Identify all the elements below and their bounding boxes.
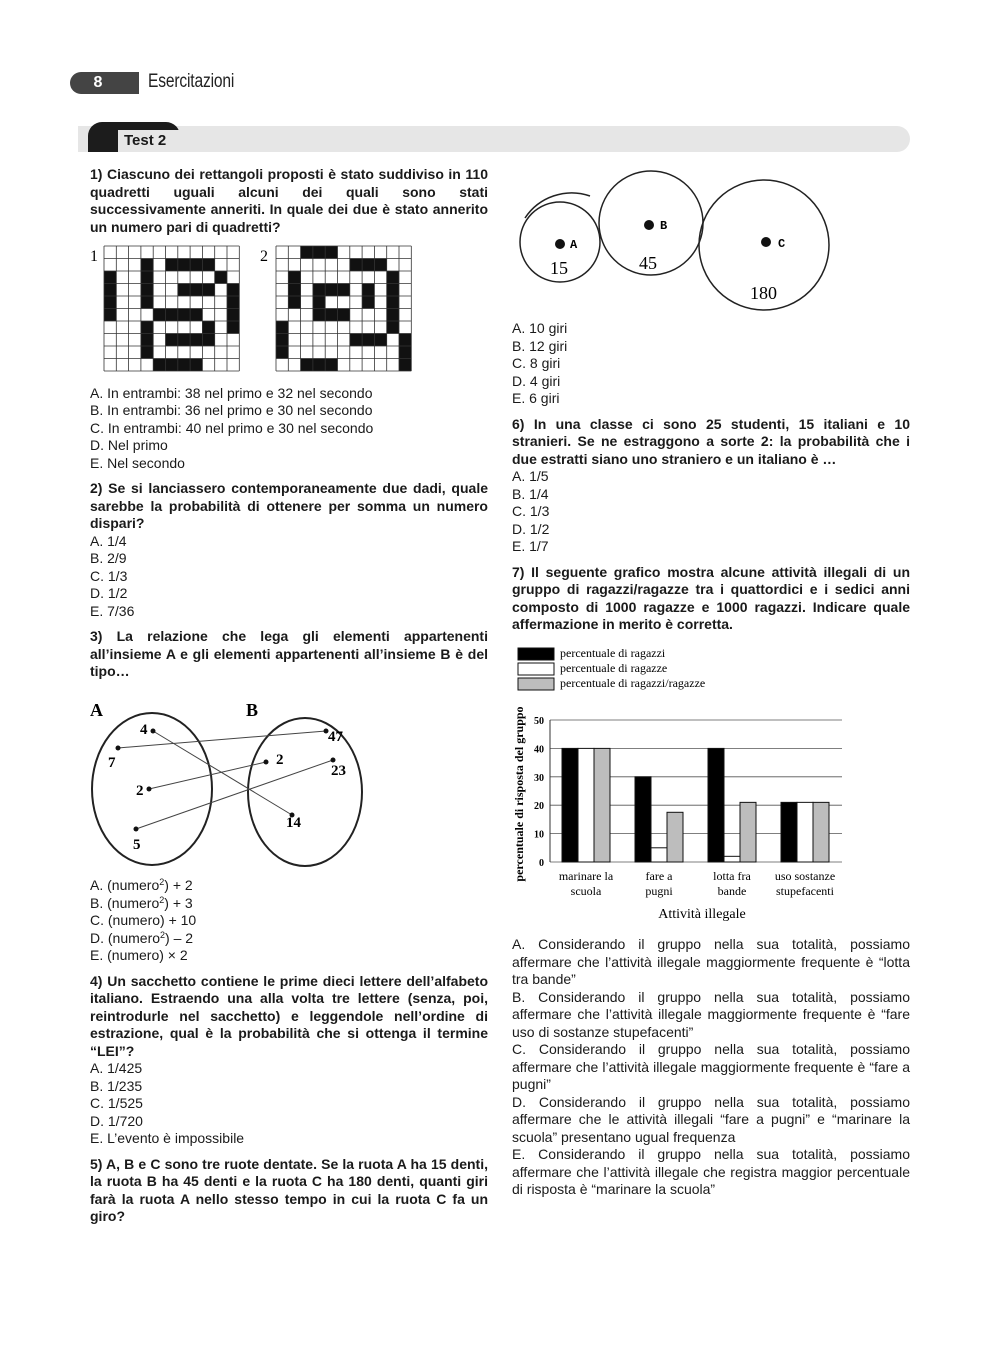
grid-cell-filled xyxy=(166,259,178,272)
legend-swatch xyxy=(518,678,554,690)
grid-cell-filled xyxy=(338,284,350,297)
grid-cell-filled xyxy=(190,284,202,297)
bar xyxy=(740,802,756,862)
q4-options xyxy=(90,1060,488,1148)
q7-option-e: E. Considerando il gruppo nella sua totalità, possiamo affermare che l’attività illegale che registra maggior percentuale di risposta è “marinare la scuola” xyxy=(512,1146,910,1197)
question-5: 5) A, B e C sono tre ruote dentate. Se la ruota A ha 15 denti, la ruota B ha 45 denti e la ruota C ha 180 denti, quanti giri farà la ruota A nello stesso tempo in cui la ruota C fa un giro? xyxy=(90,1155,488,1224)
grid-cell-filled xyxy=(153,309,165,322)
test-title-band xyxy=(78,126,910,152)
q6-option-b: B. 1/4 xyxy=(512,485,549,502)
q4-option-d: D. 1/720 xyxy=(90,1112,143,1129)
grid-cell-filled xyxy=(313,284,325,297)
q1-option-c: C. In entrambi: 40 nel primo e 30 nel secondo xyxy=(90,419,374,436)
legend-label: percentuale di ragazze xyxy=(560,660,668,675)
wheel-c-letter: C xyxy=(778,237,786,251)
bar xyxy=(781,802,797,862)
b-item-23: 23 xyxy=(331,762,346,779)
grid-cell-filled xyxy=(166,334,178,347)
q3-option-a: A. (numero$^2$) + 2 xyxy=(90,877,193,893)
q5-option-e: E. 6 giri xyxy=(512,390,560,406)
y-tick-label: 10 xyxy=(534,829,544,841)
legend-label: percentuale di ragazzi/ragazze xyxy=(560,675,706,690)
grid-cell-filled xyxy=(104,271,116,284)
grid-1-label: 1 xyxy=(90,248,98,265)
q7-options xyxy=(512,936,910,1199)
grid-cell-filled xyxy=(288,296,300,309)
grid-cell-filled xyxy=(362,284,374,297)
grid-cell-filled xyxy=(313,246,325,259)
grid-cell-filled xyxy=(178,259,190,272)
q2-option-e: E. 7/36 xyxy=(90,602,135,619)
q2-options xyxy=(90,533,488,621)
y-tick-label: 20 xyxy=(534,800,544,812)
set-b-label: B xyxy=(246,699,259,720)
set-b-ellipse xyxy=(248,718,362,866)
grid-cell-filled xyxy=(374,334,386,347)
grid-cell-filled xyxy=(141,284,153,297)
wheel-a-letter: A xyxy=(570,238,578,252)
grid-cell-filled xyxy=(350,334,362,347)
grid-cell-filled xyxy=(387,271,399,284)
a-item-2: 2 xyxy=(136,782,144,799)
point-5 xyxy=(134,826,139,831)
grid-cell-filled xyxy=(227,284,239,297)
legend-swatch xyxy=(518,663,554,675)
grid-cell-filled xyxy=(325,309,337,322)
grid-cell-filled xyxy=(190,309,202,322)
q5-options xyxy=(512,320,910,408)
point-2-a xyxy=(147,786,152,791)
grid-cell-filled xyxy=(141,321,153,334)
grid-cell-filled xyxy=(178,309,190,322)
grid-cell-filled xyxy=(202,259,214,272)
grid-cell-filled xyxy=(215,271,227,284)
grid-cell-filled xyxy=(350,259,362,272)
grid-cell-filled xyxy=(227,309,239,322)
grid-cell-filled xyxy=(227,321,239,334)
grid-cell-filled xyxy=(227,296,239,309)
b-item-14: 14 xyxy=(286,814,301,831)
grid-cell-filled xyxy=(276,346,288,359)
grid-cell-filled xyxy=(166,309,178,322)
x-tick-label: uso sostanze stupefacenti xyxy=(774,868,836,898)
set-a-ellipse xyxy=(92,713,212,865)
grid-cell-filled xyxy=(325,246,337,259)
grid-cell-filled xyxy=(141,259,153,272)
bar xyxy=(578,748,594,862)
grid-cell-filled xyxy=(178,359,190,372)
grid-cell-filled xyxy=(141,346,153,359)
grid-cell-filled xyxy=(325,359,337,372)
grid-cell-filled xyxy=(153,359,165,372)
q7-option-b: B. Considerando il gruppo nella sua totalità, possiamo affermare che l’attività illegale maggiormente frequente è “fare uso di sostanze stupefacenti” xyxy=(512,988,910,1040)
grid-cell-filled xyxy=(141,334,153,347)
question-7: 7) Il seguente grafico mostra alcune attività illegali di un gruppo di ragazzi/ragazze tra i quattordici e i sedici anni composto di 1000 ragazze e 1000 ragazzi. Indicare quale affermazione in merito è corretta. xyxy=(512,563,910,632)
grid-cell-filled xyxy=(301,359,313,372)
point-23 xyxy=(331,757,336,762)
question-3: 3) La relazione che lega gli elementi appartenenti all’insieme A e gli elementi appartenenti all’insieme B è del tipo… xyxy=(90,628,488,679)
grid-cell-filled xyxy=(399,346,411,359)
q6-option-c: C. 1/3 xyxy=(512,503,550,519)
q7-option-c: C. Considerando il gruppo nella sua totalità, possiamo affermare che l’attività illegale maggiormente frequente è “fare a pugni” xyxy=(512,1041,910,1092)
q5-option-d: D. 4 giri xyxy=(512,372,561,389)
arrow-7-47 xyxy=(118,731,326,748)
legend-label: percentuale di ragazzi xyxy=(560,645,666,660)
grid-cell-filled xyxy=(190,359,202,372)
grid-cell-filled xyxy=(104,284,116,297)
bar xyxy=(724,856,740,862)
y-axis-label: percentuale di risposta del gruppo xyxy=(512,705,526,882)
grid-cell-filled xyxy=(374,259,386,272)
q5-gears-svg xyxy=(512,170,842,316)
question-6: 6) In una classe ci sono 25 studenti, 15 italiani e 10 stranieri. Se ne estraggono a sorte 2: la probabilità che i due estratti siano uno straniero e un italiano è … xyxy=(512,415,910,467)
grid-cell-filled xyxy=(104,296,116,309)
grid-cell-filled xyxy=(141,296,153,309)
b-item-47: 47 xyxy=(328,728,343,745)
q2-option-b: B. 2/9 xyxy=(90,550,127,566)
grid-cell-filled xyxy=(288,271,300,284)
point-2-b xyxy=(264,759,269,764)
q5-option-b: B. 12 giri xyxy=(512,337,568,354)
legend-swatch xyxy=(518,648,554,660)
bar xyxy=(651,847,667,861)
q7-option-a: A. Considerando il gruppo nella sua totalità, possiamo affermare che l’attività illegale maggiormente frequente è “lotta tra bande” xyxy=(512,936,910,987)
set-a-label: A xyxy=(90,699,103,720)
grid-cell-filled xyxy=(313,309,325,322)
point-4 xyxy=(151,728,156,733)
q3-option-e: E. (numero) × 2 xyxy=(90,947,188,963)
x-tick-label: fare a pugni xyxy=(645,868,673,898)
q6-option-e: E. 1/7 xyxy=(512,538,549,554)
a-item-5: 5 xyxy=(133,836,141,853)
q1-option-a: A. In entrambi: 38 nel primo e 32 nel secondo xyxy=(90,384,373,401)
x-tick-label: marinare la scuola xyxy=(558,868,614,898)
grid-cell-filled xyxy=(362,334,374,347)
wheel-c-teeth: 180 xyxy=(750,283,777,303)
q5-gears-figure xyxy=(512,170,842,321)
a-item-4: 4 xyxy=(140,721,148,738)
wheel-b-center xyxy=(644,220,654,230)
grid-cell-filled xyxy=(387,296,399,309)
grid-cell-filled xyxy=(399,359,411,372)
set-points xyxy=(116,728,336,831)
y-tick-label: 0 xyxy=(539,857,544,869)
q6-option-a: A. 1/5 xyxy=(512,468,549,484)
grid-cell-filled xyxy=(313,296,325,309)
grid-cell-filled xyxy=(313,359,325,372)
grid-cell-filled xyxy=(190,334,202,347)
q1-grids-figure xyxy=(90,244,488,379)
grid-cell-filled xyxy=(276,334,288,347)
grid-2 xyxy=(276,246,411,371)
y-tick-label: 40 xyxy=(534,743,544,755)
q2-option-c: C. 1/3 xyxy=(90,567,128,584)
grid-cell-filled xyxy=(288,284,300,297)
q3-sets-figure xyxy=(90,689,488,872)
grid-cell-filled xyxy=(166,359,178,372)
grid-cell-filled xyxy=(301,246,313,259)
q1-options xyxy=(90,385,488,473)
grid-cell-filled xyxy=(387,309,399,322)
grid-1 xyxy=(104,246,239,371)
grid-cell-filled xyxy=(202,321,214,334)
q4-option-a: A. 1/425 xyxy=(90,1060,143,1076)
wheel-b-teeth: 45 xyxy=(639,253,657,273)
y-tick-label: 50 xyxy=(534,715,544,727)
q3-option-c: C. (numero) + 10 xyxy=(90,912,197,928)
arrow-5-23 xyxy=(136,760,333,829)
q6-option-d: D. 1/2 xyxy=(512,520,550,537)
q7-option-d: D. Considerando il gruppo nella sua totalità, possiamo affermare che le attività illegali “fare a pugni” e “marinare la scuola” presentano ugual frequenza xyxy=(512,1093,910,1145)
section-title: Esercitazioni xyxy=(148,71,235,92)
grid-2-label: 2 xyxy=(260,248,268,265)
question-4: 4) Un sacchetto contiene le prime dieci lettere dell’alfabeto italiano. Estraendo una alla volta tre lettere (senza, poi, reintrodurle nel sacchetto) e leggendole nell’ordine di estrazione, qual è la probabilità che si ottenga il termine “LEI”? xyxy=(90,972,488,1059)
q5-option-c: C. 8 giri xyxy=(512,355,561,371)
q1-option-e: E. Nel secondo xyxy=(90,454,185,471)
page-number: 8 xyxy=(93,74,103,91)
wheel-b-letter: B xyxy=(660,219,668,233)
q1-option-d: D. Nel primo xyxy=(90,437,168,453)
grid-cell-filled xyxy=(399,334,411,347)
wheel-a-center xyxy=(555,239,565,249)
point-7 xyxy=(116,745,121,750)
x-axis-label: Attività illegale xyxy=(658,906,746,922)
grid-cell-filled xyxy=(276,321,288,334)
test-title: Test 2 xyxy=(118,130,180,152)
grid-cell-filled xyxy=(202,334,214,347)
question-1: 1) Ciascuno dei rettangoli proposti è stato suddiviso in 110 quadretti uguali alcuni dei quali sono stati successivamente anneriti. In quale dei due è stato annerito un numero pari di quadretti? xyxy=(90,166,488,235)
wheel-c-center xyxy=(761,237,771,247)
bar xyxy=(562,748,578,862)
wheel-a-arc xyxy=(525,193,590,218)
q2-option-a: A. 1/4 xyxy=(90,532,127,549)
q2-option-d: D. 1/2 xyxy=(90,585,128,601)
wheel-a-teeth: 15 xyxy=(550,258,568,278)
q4-option-e: E. L’evento è impossibile xyxy=(90,1130,245,1146)
b-item-2: 2 xyxy=(276,751,284,768)
bar xyxy=(813,802,829,862)
grid-cell-filled xyxy=(141,271,153,284)
grid-cell-filled xyxy=(387,321,399,334)
left-column xyxy=(90,166,488,1226)
q3-option-b: B. (numero$^2$) + 3 xyxy=(90,894,193,911)
q7-bar-chart xyxy=(512,644,852,926)
right-column xyxy=(512,320,910,1199)
q6-options xyxy=(512,468,910,556)
q4-option-c: C. 1/525 xyxy=(90,1095,143,1111)
y-tick-label: 30 xyxy=(534,772,544,784)
bar xyxy=(797,802,813,862)
bar xyxy=(635,776,651,861)
q7-chart-figure xyxy=(512,644,910,931)
grid-cell-filled xyxy=(202,284,214,297)
grid-cell-filled xyxy=(338,309,350,322)
grid-cell-filled xyxy=(387,284,399,297)
grid-cell-filled xyxy=(362,259,374,272)
grid-cell-filled xyxy=(178,334,190,347)
q3-option-d: D. (numero$^2$) – 2 xyxy=(90,929,194,946)
grid-cell-filled xyxy=(178,284,190,297)
bar xyxy=(667,812,683,862)
bar xyxy=(594,748,610,862)
q4-option-b: B. 1/235 xyxy=(90,1077,143,1094)
q1-option-b: B. In entrambi: 36 nel primo e 30 nel secondo xyxy=(90,402,373,418)
q1-grids-svg xyxy=(90,244,420,374)
grid-cell-filled xyxy=(362,296,374,309)
question-2: 2) Se si lanciassero contemporaneamente due dadi, quale sarebbe la probabilità di ottenere per somma un numero dispari? xyxy=(90,480,488,531)
bar xyxy=(708,748,724,862)
grid-cell-filled xyxy=(190,259,202,272)
x-tick-label: lotta fra bande xyxy=(713,868,751,898)
grid-cell-filled xyxy=(104,309,116,322)
grid-cell-filled xyxy=(325,284,337,297)
q3-sets-svg xyxy=(90,689,380,867)
a-item-7: 7 xyxy=(108,754,116,771)
q5-option-a: A. 10 giri xyxy=(512,320,568,336)
